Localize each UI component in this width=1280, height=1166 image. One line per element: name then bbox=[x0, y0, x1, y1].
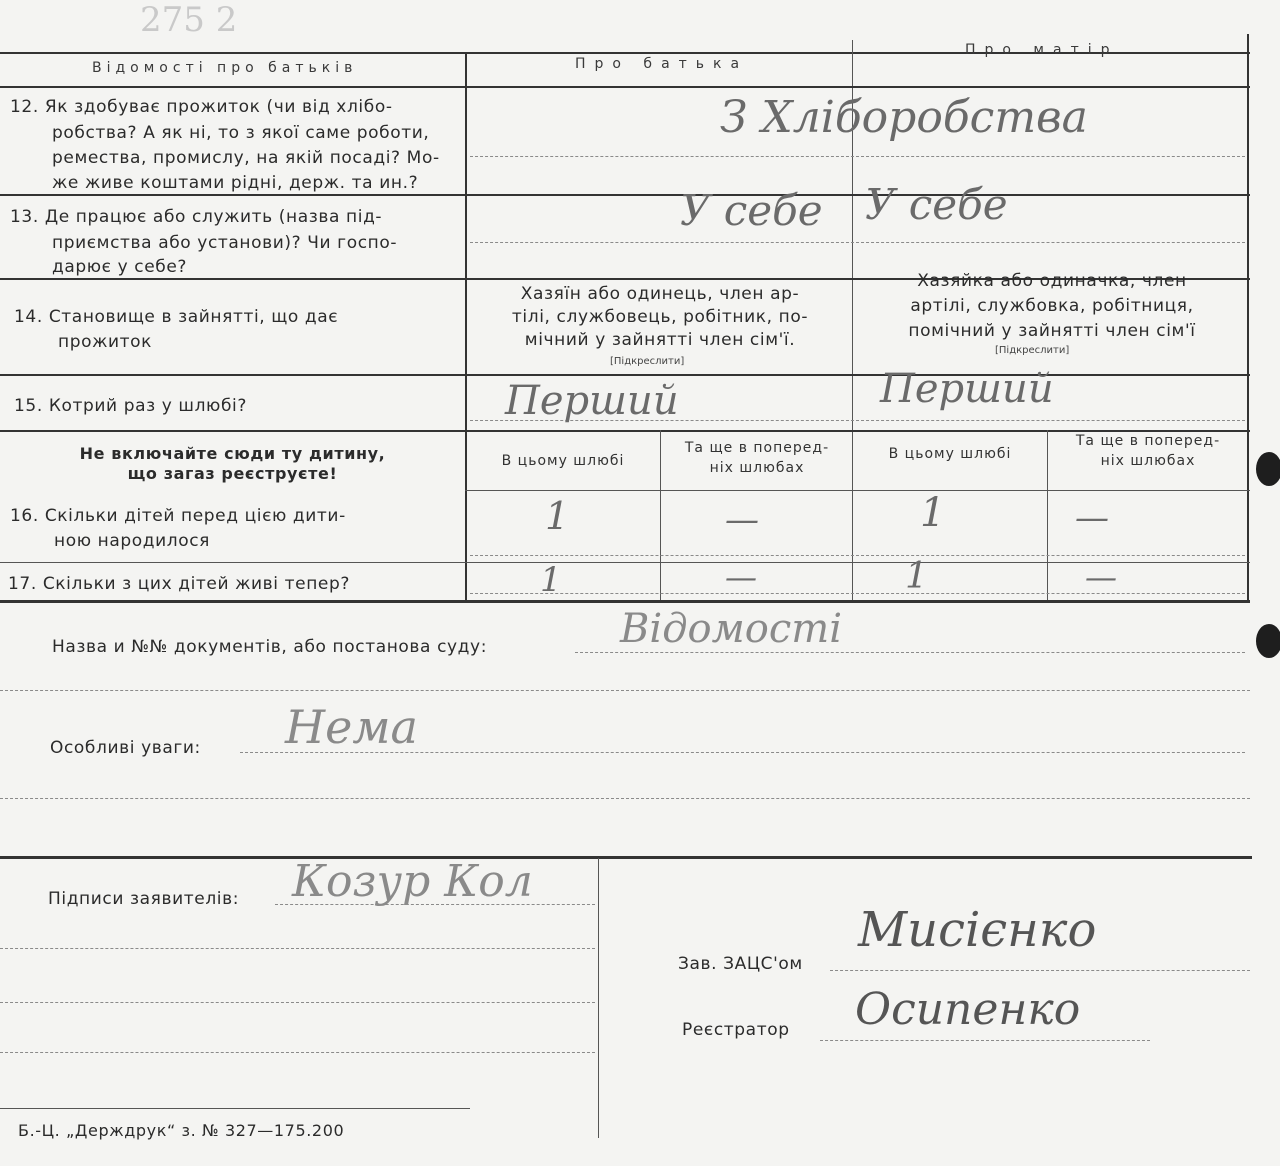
question-15: 15. Котрий раз у шлюбі? bbox=[14, 396, 247, 416]
answer-15-mother: Перший bbox=[880, 366, 1054, 412]
answer-16-father-this: 1 bbox=[545, 494, 570, 538]
answer-13-mother: У себе bbox=[865, 180, 1008, 229]
mother-underline-note: [Підкреслити] bbox=[995, 345, 1070, 356]
answer-16-mother-prev: — bbox=[1075, 498, 1109, 538]
sub-father-this-marriage: В цьому шлюбі bbox=[501, 453, 625, 469]
answer-12: З Хліборобства bbox=[720, 92, 1088, 143]
answer-16-father-prev: — bbox=[725, 500, 759, 540]
remarks-label: Особливі уваги: bbox=[50, 738, 201, 758]
answer-15-father: Перший bbox=[505, 378, 679, 424]
answer-17-mother-this: 1 bbox=[905, 556, 928, 597]
binder-hole-2 bbox=[1256, 624, 1280, 658]
printer-imprint: Б.-Ц. „Держдрук“ з. № 327—175.200 bbox=[18, 1121, 345, 1140]
remarks-value: Нема bbox=[285, 700, 418, 754]
head-label: Зав. ЗАЦС'ом bbox=[678, 954, 803, 974]
documents-value: Відомості bbox=[620, 606, 842, 652]
header-parents-info: Відомості про батьків bbox=[92, 60, 358, 76]
binder-hole-1 bbox=[1256, 452, 1280, 486]
answer-17-father-this: 1 bbox=[540, 560, 562, 600]
father-underline-note: [Підкреслити] bbox=[610, 356, 685, 367]
documents-label: Назва и №№ документів, або постанова суду: bbox=[52, 637, 488, 657]
answer-13-father: У себе bbox=[680, 186, 823, 235]
signatures-value: Козур Кол bbox=[292, 856, 533, 907]
question-17: 17. Скільки з цих дітей живі тепер? bbox=[8, 574, 350, 594]
sub-mother-this-marriage: В цьому шлюбі bbox=[888, 446, 1012, 462]
registrar-label: Реєстратор bbox=[682, 1020, 790, 1040]
registrar-signature: Осипенко bbox=[855, 984, 1081, 1035]
answer-17-father-prev: — bbox=[725, 558, 757, 596]
corner-mark: 275 2 bbox=[140, 0, 238, 40]
header-mother: Про матір bbox=[965, 42, 1119, 58]
head-signature: Мисієнко bbox=[858, 902, 1097, 958]
header-father: Про батька bbox=[575, 56, 749, 72]
answer-16-mother-this: 1 bbox=[920, 490, 946, 536]
answer-17-mother-prev: — bbox=[1085, 558, 1117, 596]
signatures-label: Підписи заявителів: bbox=[48, 889, 240, 909]
